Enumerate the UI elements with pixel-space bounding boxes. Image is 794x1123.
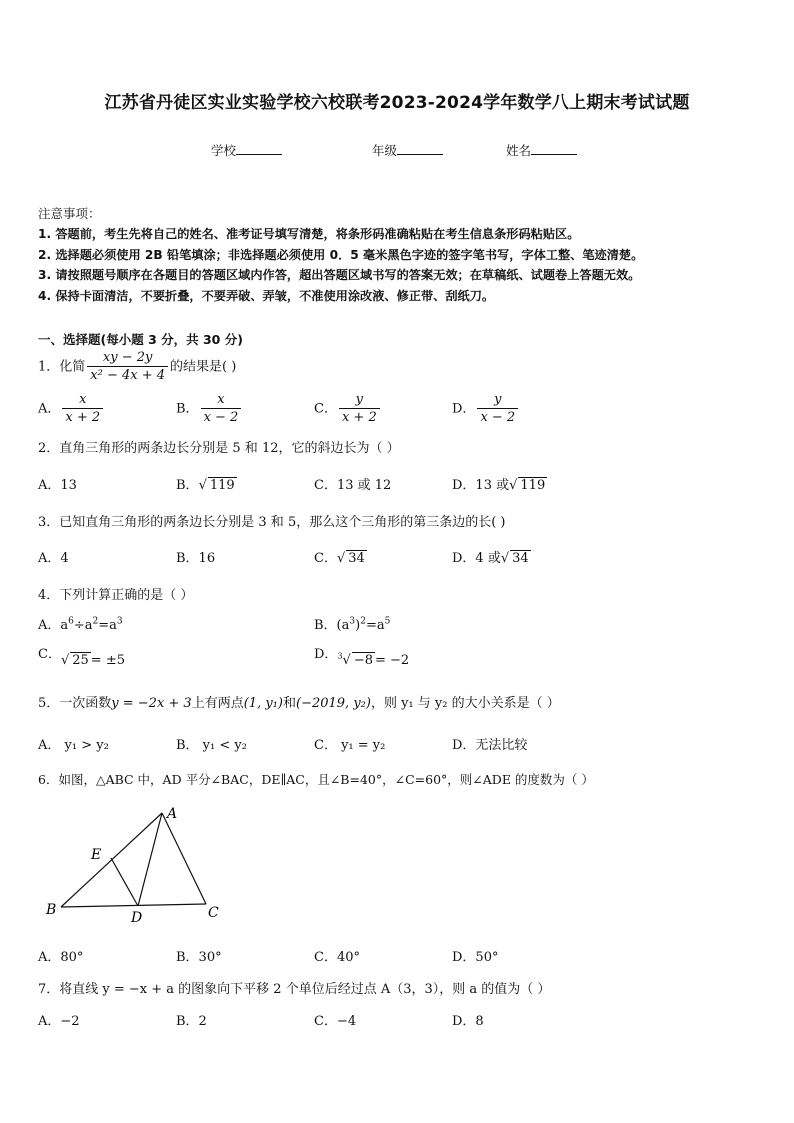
q2-option-d (452, 474, 547, 493)
question-2: 2．直角三角形的两条边长分别是 5 和 12，它的斜边长为（ ） (38, 441, 400, 456)
text: B．(a (314, 618, 350, 633)
label-e: E (91, 847, 102, 863)
sqrt-symbol: √ (198, 478, 207, 493)
exponent: 3 (116, 616, 123, 627)
option-label: B． (176, 401, 199, 417)
sqrt-symbol: √ (342, 653, 351, 668)
q1-option-d (452, 392, 520, 426)
grade-label: 年级 (372, 143, 398, 158)
option-label: C． (314, 401, 337, 417)
q1-option-a (38, 392, 105, 426)
q7-option-c: C．−4 (314, 1014, 357, 1029)
sqrt-symbol: √ (500, 551, 510, 566)
q4-option-b (314, 614, 390, 633)
section-heading: 一、选择题(每小题 3 分，共 30 分) (38, 332, 243, 347)
numerator: y (355, 392, 364, 407)
radicand: 34 (348, 551, 365, 566)
question-4: 4．下列计算正确的是（ ） (38, 588, 194, 603)
q3-option-c (314, 547, 367, 566)
option-label: D． (314, 647, 338, 662)
text: = −2 (375, 653, 410, 668)
segment-bc (61, 904, 206, 907)
text: 5．一次函数 (38, 696, 112, 711)
note-item: 2. 选择题必须使用 2B 铅笔填涂；非选择题必须使用 0．5 毫米黑色字迹的签字笔书写，字体工整、笔迹清楚。 (38, 248, 644, 262)
text: ÷a (73, 618, 93, 633)
q1-numerator: xy − 2y (102, 350, 153, 365)
denominator: x + 2 (339, 408, 380, 426)
radicand: −8 (353, 653, 373, 668)
q1-option-b (176, 392, 243, 426)
notes-heading: 注意事项： (38, 206, 101, 221)
question-6: 6．如图，△ABC 中，AD 平分∠BAC，DE∥AC，且∠B=40°，∠C=60°，则∠ADE 的度数为（ ） (38, 772, 594, 787)
question-5 (38, 692, 560, 711)
exam-title: 江苏省丹徒区实业实验学校六校联考2023-2024学年数学八上期末考试试题 (104, 93, 690, 113)
option-label: C． (314, 551, 337, 566)
school-field (211, 141, 282, 159)
text: 和 (282, 696, 296, 711)
text: =a (98, 618, 117, 633)
numerator: y (494, 392, 502, 407)
option-label: A． (38, 401, 61, 417)
q5-option-c: C． y₁ = y₂ (314, 738, 386, 753)
radicand: 119 (209, 478, 235, 493)
q5-option-b: B． y₁ < y₂ (176, 738, 247, 753)
q6-option-a: A．80° (38, 950, 84, 965)
numerator: x (217, 392, 225, 407)
name-blank (531, 142, 577, 155)
radicand: 34 (512, 551, 529, 566)
q1-prefix: 1．化简 (38, 359, 86, 375)
name-field (506, 141, 577, 159)
option-label: B． (176, 478, 199, 493)
q2-option-b (176, 474, 237, 493)
q5-option-d: D．无法比较 (452, 738, 528, 753)
option-fraction (62, 392, 103, 426)
point-2: (−2019, y₂) (296, 696, 371, 711)
exponent: 3 (349, 616, 356, 627)
note-item: 1. 答题前，考生先将自己的姓名、准考证号填写清楚，将条形码准确粘贴在考生信息条形码粘贴区。 (38, 227, 580, 241)
sqrt-symbol: √ (336, 551, 346, 566)
option-fraction (339, 392, 380, 426)
q3-option-a: A．4 (38, 551, 69, 566)
q7-option-d: D．8 (452, 1014, 484, 1029)
option-label: D．4 或 (452, 551, 501, 566)
radicand: 119 (520, 478, 546, 493)
exponent: 5 (384, 616, 391, 627)
question-3: 3．已知直角三角形的两条边长分别是 3 和 5，那么这个三角形的第三条边的长( ) (38, 515, 506, 530)
note-item: 3. 请按照题号顺序在各题目的答题区域内作答，超出答题区域书写的答案无效；在草稿纸、试题卷上答题无效。 (38, 268, 641, 282)
text: 上有两点 (191, 696, 244, 711)
exponent: 6 (68, 616, 74, 627)
option-fraction (477, 392, 518, 426)
q4-option-d (314, 649, 409, 668)
sqrt-symbol: √ (60, 653, 70, 668)
school-blank (236, 142, 282, 155)
q7-option-a: A．−2 (38, 1014, 80, 1029)
q4-option-a (38, 614, 123, 633)
q2-option-c: C．13 或 12 (314, 478, 392, 493)
denominator: x + 2 (62, 408, 103, 426)
root-index: 3 (337, 651, 343, 661)
text: ，则 y₁ 与 y₂ 的大小关系是（ ） (370, 696, 560, 711)
text: A．a (38, 618, 69, 633)
q1-fraction (87, 350, 168, 384)
q4-option-c (38, 649, 125, 668)
option-label: D． (452, 401, 476, 417)
radicand: 25 (72, 653, 89, 668)
exponent: 2 (360, 616, 366, 627)
label-a: A (167, 806, 178, 822)
denominator: x − 2 (477, 408, 518, 426)
numerator: x (79, 392, 87, 407)
label-d: D (131, 910, 143, 926)
q5-option-a: A． y₁ > y₂ (38, 738, 109, 753)
name-label: 姓名 (506, 143, 532, 158)
triangle-figure (40, 800, 230, 930)
option-label: C． (38, 647, 61, 662)
q1-suffix: 的结果是( ) (170, 359, 237, 375)
point-1: (1, y₁) (243, 696, 283, 711)
q3-option-b: B．16 (176, 551, 216, 566)
grade-field (372, 141, 443, 159)
q1-denominator: x² − 4x + 4 (87, 366, 168, 384)
segment-de (111, 858, 138, 906)
exponent: 2 (92, 616, 99, 627)
grade-blank (397, 142, 443, 155)
option-label: D．13 或 (452, 478, 510, 493)
segment-ad (138, 813, 162, 906)
q6-option-d: D．50° (452, 950, 499, 965)
q7-option-b: B．2 (176, 1014, 207, 1029)
function-expression: y = −2x + 3 (111, 696, 192, 711)
question-1 (38, 350, 236, 384)
school-label: 学校 (211, 143, 237, 158)
note-item: 4. 保持卡面清洁，不要折叠，不要弄破、弄皱，不准使用涂改液、修正带、刮纸刀。 (38, 289, 495, 303)
denominator: x − 2 (201, 408, 242, 426)
q2-option-a: A．13 (38, 478, 77, 493)
option-fraction (201, 392, 242, 426)
text: =a (365, 618, 385, 633)
sqrt-symbol: √ (509, 478, 518, 493)
q6-option-b: B．30° (176, 950, 222, 965)
question-7: 7．将直线 y = −x + a 的图象向下平移 2 个单位后经过点 A（3，3），则 a 的值为（ ） (38, 982, 551, 997)
q6-option-c: C．40° (314, 950, 360, 965)
segment-ac (162, 813, 206, 904)
q1-option-c (314, 392, 382, 426)
q3-option-d (452, 547, 531, 566)
text: = ±5 (90, 653, 125, 668)
label-c: C (208, 905, 219, 921)
label-b: B (46, 902, 57, 918)
text: ) (355, 618, 361, 633)
